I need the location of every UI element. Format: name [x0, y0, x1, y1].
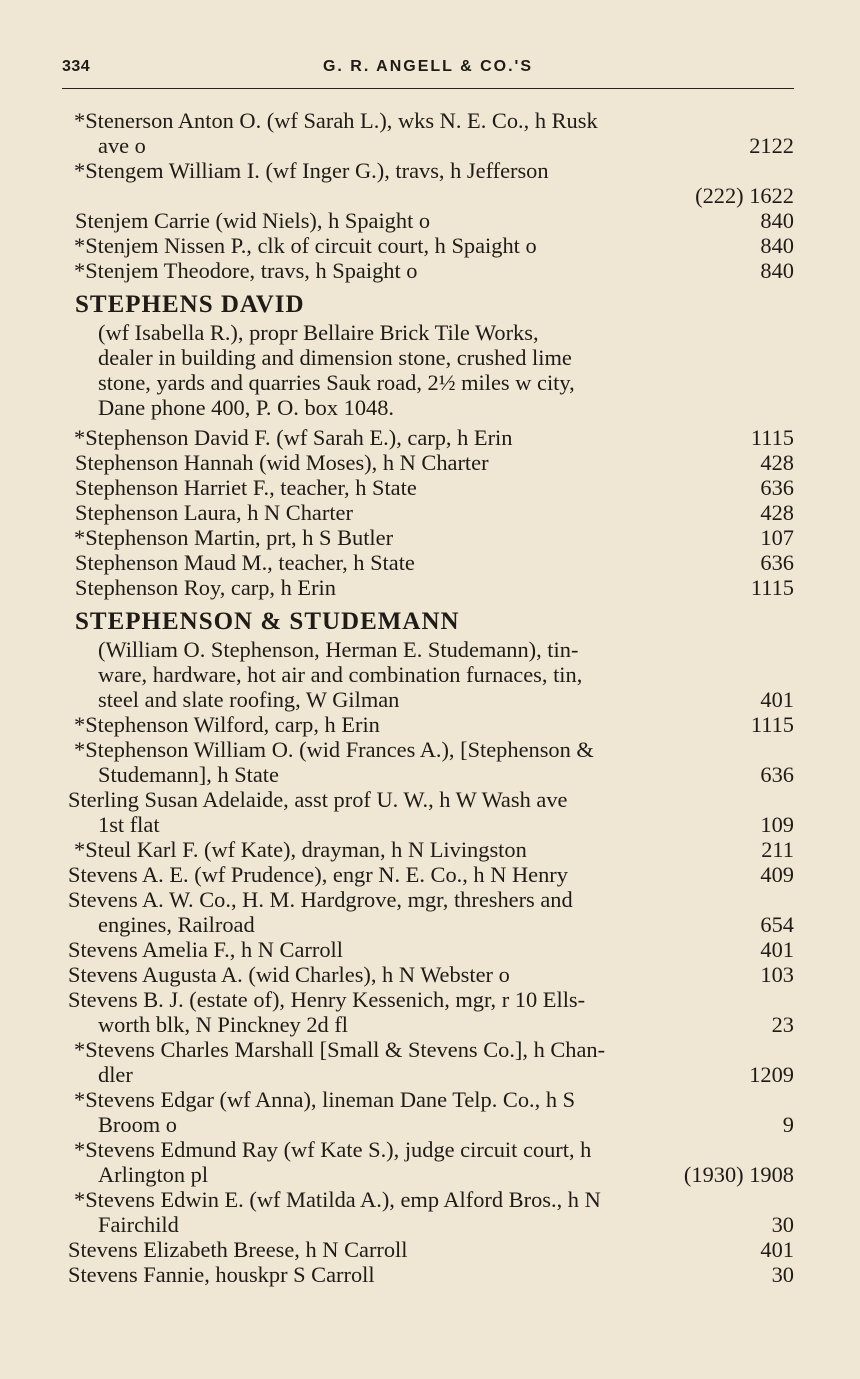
directory-line [0, 837, 860, 862]
entry-text: Stevens B. J. (estate of), Henry Kessenich, mgr, r 10 Ells- [68, 987, 586, 1012]
entry-text: *Stenerson Anton O. (wf Sarah L.), wks N. E. Co., h Rusk [74, 108, 598, 133]
directory-line [0, 450, 860, 475]
entry-text: *Steul Karl F. (wf Kate), drayman, h N Livingston [74, 837, 527, 862]
directory-line [0, 1037, 860, 1062]
entry-text: Stephenson Laura, h N Charter [75, 500, 353, 525]
entry-text: Stevens Fannie, houskpr S Carroll [68, 1262, 375, 1287]
directory-line [0, 133, 860, 158]
entry-text: *Stephenson Wilford, carp, h Erin [74, 712, 380, 737]
heading-text: STEPHENS DAVID [75, 291, 305, 318]
directory-line [0, 912, 860, 937]
entry-number: 840 [760, 258, 794, 283]
entry-text: dler [98, 1062, 133, 1087]
entry-number: 636 [760, 762, 794, 787]
entry-text: worth blk, N Pinckney 2d fl [98, 1012, 349, 1037]
directory-line [0, 258, 860, 283]
section-heading [0, 289, 860, 320]
directory-line [0, 1112, 860, 1137]
entry-text: *Stevens Edwin E. (wf Matilda A.), emp Alford Bros., h N [74, 1187, 601, 1212]
entry-number: 401 [760, 1237, 794, 1262]
directory-line [0, 550, 860, 575]
entry-text: *Stevens Charles Marshall [Small & Stevens Co.], h Chan- [74, 1037, 606, 1062]
directory-line [0, 1187, 860, 1212]
entry-text: ware, hardware, hot air and combination furnaces, tin, [98, 662, 583, 687]
entry-number: 636 [760, 550, 794, 575]
entry-number: 409 [760, 862, 794, 887]
entry-text: *Stephenson William O. (wid Frances A.), [Stephenson & [74, 737, 594, 762]
directory-line [0, 158, 860, 183]
directory-line [0, 962, 860, 987]
directory-line [0, 737, 860, 762]
entry-text: Arlington pl [98, 1162, 209, 1187]
entry-text: Stephenson Hannah (wid Moses), h N Charter [75, 450, 489, 475]
entry-text: *Stenjem Nissen P., clk of circuit court, h Spaight o [74, 233, 537, 258]
directory-line [0, 712, 860, 737]
entry-text: dealer in building and dimension stone, crushed lime [98, 345, 572, 370]
directory-line [0, 500, 860, 525]
entry-text: 1st flat [98, 812, 160, 837]
heading-text: STEPHENSON & STUDEMANN [75, 608, 460, 635]
entry-text: *Stevens Edmund Ray (wf Kate S.), judge circuit court, h [74, 1137, 592, 1162]
section-heading [0, 606, 860, 637]
directory-line [0, 370, 860, 395]
directory-line [0, 1087, 860, 1112]
directory-line [0, 183, 860, 208]
entry-text: Sterling Susan Adelaide, asst prof U. W., h W Wash ave [68, 787, 568, 812]
entry-text: Studemann], h State [98, 762, 279, 787]
directory-line [0, 1012, 860, 1037]
directory-line [0, 787, 860, 812]
entry-text: stone, yards and quarries Sauk road, 2½ miles w city, [98, 370, 575, 395]
entry-number: (222) 1622 [695, 183, 794, 208]
entry-number: 428 [760, 450, 794, 475]
entry-number: 30 [771, 1212, 794, 1237]
entry-text: *Stengem William I. (wf Inger G.), travs, h Jefferson [74, 158, 549, 183]
directory-line [0, 1262, 860, 1287]
directory-line [0, 1137, 860, 1162]
entry-number: 30 [771, 1262, 794, 1287]
entry-text: Fairchild [98, 1212, 179, 1237]
entry-number: 840 [760, 208, 794, 233]
entry-text: Stephenson Roy, carp, h Erin [75, 575, 336, 600]
entry-text: Dane phone 400, P. O. box 1048. [98, 395, 395, 420]
page-number: 334 [62, 58, 91, 75]
entry-text: Stevens Amelia F., h N Carroll [68, 937, 343, 962]
directory-line [0, 395, 860, 420]
directory-line [0, 320, 860, 345]
entry-text: (wf Isabella R.), propr Bellaire Brick Tile Works, [98, 320, 539, 345]
directory-listing [0, 108, 860, 1287]
directory-line [0, 987, 860, 1012]
directory-line [0, 1162, 860, 1187]
entry-text: steel and slate roofing, W Gilman [98, 687, 400, 712]
entry-text: Stevens Elizabeth Breese, h N Carroll [68, 1237, 408, 1262]
directory-line [0, 575, 860, 600]
entry-text: *Stenjem Theodore, travs, h Spaight o [74, 258, 418, 283]
entry-text: engines, Railroad [98, 912, 255, 937]
directory-line [0, 662, 860, 687]
directory-line [0, 345, 860, 370]
entry-text: Broom o [98, 1112, 177, 1137]
directory-line [0, 887, 860, 912]
entry-number: 9 [782, 1112, 794, 1137]
entry-text: *Stevens Edgar (wf Anna), lineman Dane Telp. Co., h S [74, 1087, 576, 1112]
entry-number: 1115 [750, 575, 794, 600]
directory-line [0, 862, 860, 887]
entry-text: (William O. Stephenson, Herman E. Studemann), tin- [98, 637, 579, 662]
entry-number: 840 [760, 233, 794, 258]
entry-number: 103 [760, 962, 794, 987]
entry-number: 428 [760, 500, 794, 525]
directory-line [0, 762, 860, 787]
entry-number: 1209 [749, 1062, 794, 1087]
entry-number: 109 [760, 812, 794, 837]
entry-text: Stevens A. W. Co., H. M. Hardgrove, mgr, threshers and [68, 887, 573, 912]
entry-number: 401 [760, 937, 794, 962]
entry-text: *Stephenson David F. (wf Sarah E.), carp, h Erin [74, 425, 513, 450]
entry-text: Stephenson Harriet F., teacher, h State [75, 475, 417, 500]
directory-line [0, 425, 860, 450]
entry-text: Stenjem Carrie (wid Niels), h Spaight o [75, 208, 431, 233]
entry-number: 23 [771, 1012, 794, 1037]
directory-line [0, 233, 860, 258]
directory-line [0, 525, 860, 550]
directory-line [0, 937, 860, 962]
header-rule [62, 88, 794, 89]
entry-number: 1115 [750, 425, 794, 450]
entry-number: 636 [760, 475, 794, 500]
directory-line [0, 1212, 860, 1237]
page-header [62, 58, 794, 84]
directory-line [0, 1062, 860, 1087]
directory-line [0, 108, 860, 133]
entry-text: Stevens A. E. (wf Prudence), engr N. E. Co., h N Henry [68, 862, 568, 887]
directory-line [0, 637, 860, 662]
entry-number: 2122 [749, 133, 794, 158]
entry-number: 401 [760, 687, 794, 712]
entry-number: 654 [760, 912, 794, 937]
directory-line [0, 687, 860, 712]
entry-text: Stevens Augusta A. (wid Charles), h N Webster o [68, 962, 510, 987]
entry-number: (1930) 1908 [683, 1162, 794, 1187]
directory-line [0, 475, 860, 500]
directory-line [0, 208, 860, 233]
directory-line [0, 1237, 860, 1262]
entry-text: Stephenson Maud M., teacher, h State [75, 550, 415, 575]
entry-text: *Stephenson Martin, prt, h S Butler [74, 525, 394, 550]
entry-number: 107 [760, 525, 794, 550]
entry-text: ave o [98, 133, 146, 158]
entry-number: 211 [761, 837, 794, 862]
directory-line [0, 812, 860, 837]
entry-number: 1115 [750, 712, 794, 737]
running-head: G. R. ANGELL & CO.'S [322, 58, 534, 75]
